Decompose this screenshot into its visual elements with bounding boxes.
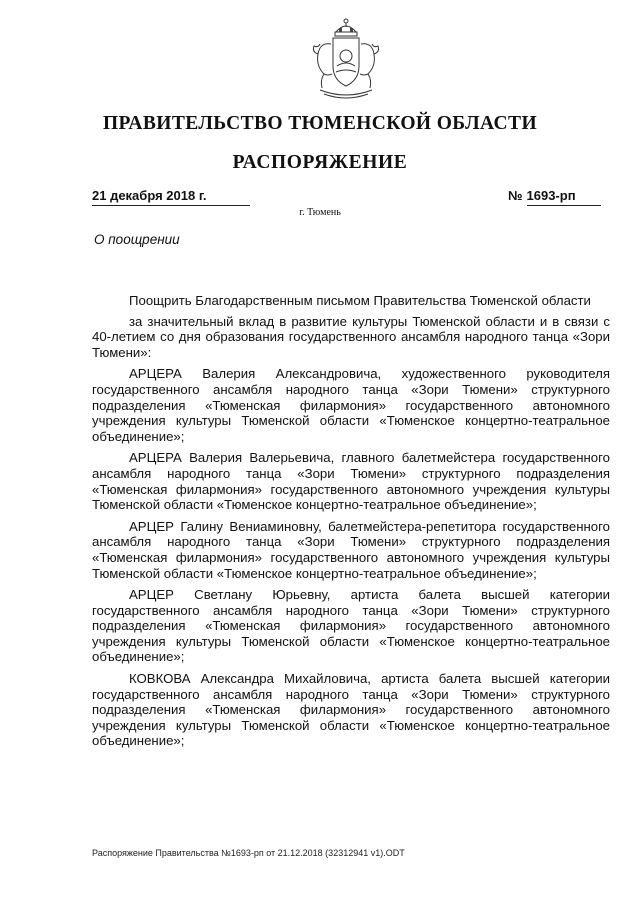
government-title: ПРАВИТЕЛЬСТВО ТЮМЕНСКОЙ ОБЛАСТИ — [102, 113, 538, 134]
recipient-paragraph: АРЦЕР Светлану Юрьевну, артиста балета высшей категории государственного ансамбля народного танца «Зори Тюмени» структурного подразделения «Тюменская филармония» государственного автономного учреждения культуры Тюменской области «Тюменское концертно-театральное объединение»; — [92, 587, 610, 665]
recipient-paragraph: АРЦЕРА Валерия Александровича, художественного руководителя государственного ансамбля народного танца «Зори Тюмени» структурного подразделения «Тюменская филармония» государственного автономного учреждения культуры Тюменской области «Тюменское концертно-театральное объединение»; — [92, 366, 610, 444]
coat-of-arms-icon — [306, 14, 386, 104]
document-number-block — [508, 187, 601, 206]
reason-paragraph: за значительный вклад в развитие культуры Тюменской области и в связи с 40-летием со дня образования государственного ансамбля народного танца «Зори Тюмени»: — [92, 313, 610, 360]
number-sign: № — [508, 188, 523, 203]
document-city: г. Тюмень — [299, 207, 341, 218]
document-subject: О поощрении — [94, 232, 180, 247]
document-footer: Распоряжение Правительства №1693-рп от 21.12.2018 (32312941 v1).ODT — [92, 848, 405, 858]
recipient-paragraph: АРЦЕР Галину Вениаминовну, балетмейстера-репетитора государственного ансамбля народного танца «Зори Тюмени» структурного подразделения «Тюменская филармония» государственного автономного учреждения культуры Тюменской области «Тюменское концертно-театральное объединение»; — [92, 518, 610, 581]
document-date: 21 декабря 2018 г. — [92, 187, 250, 206]
document-type: РАСПОРЯЖЕНИЕ — [232, 152, 408, 173]
recipient-paragraph: АРЦЕРА Валерия Валерьевича, главного балетмейстера государственного ансамбля народного танца «Зори Тюмени» структурного подразделения «Тюменская филармония» государственного автономного учреждения культуры Тюменской области «Тюменское концертно-театральное объединение»; — [92, 450, 610, 513]
document-body — [92, 293, 610, 755]
recipient-paragraph: КОВКОВА Александра Михайловича, артиста балета высшей категории государственного ансамбля народного танца «Зори Тюмени» структурного подразделения «Тюменская филармония» государственного автономного учреждения культуры Тюменской области «Тюменское концертно-театральное объединение»; — [92, 671, 610, 749]
intro-paragraph: Поощрить Благодарственным письмом Правительства Тюменской области — [129, 293, 591, 308]
document-number: 1693-рп — [527, 187, 601, 206]
